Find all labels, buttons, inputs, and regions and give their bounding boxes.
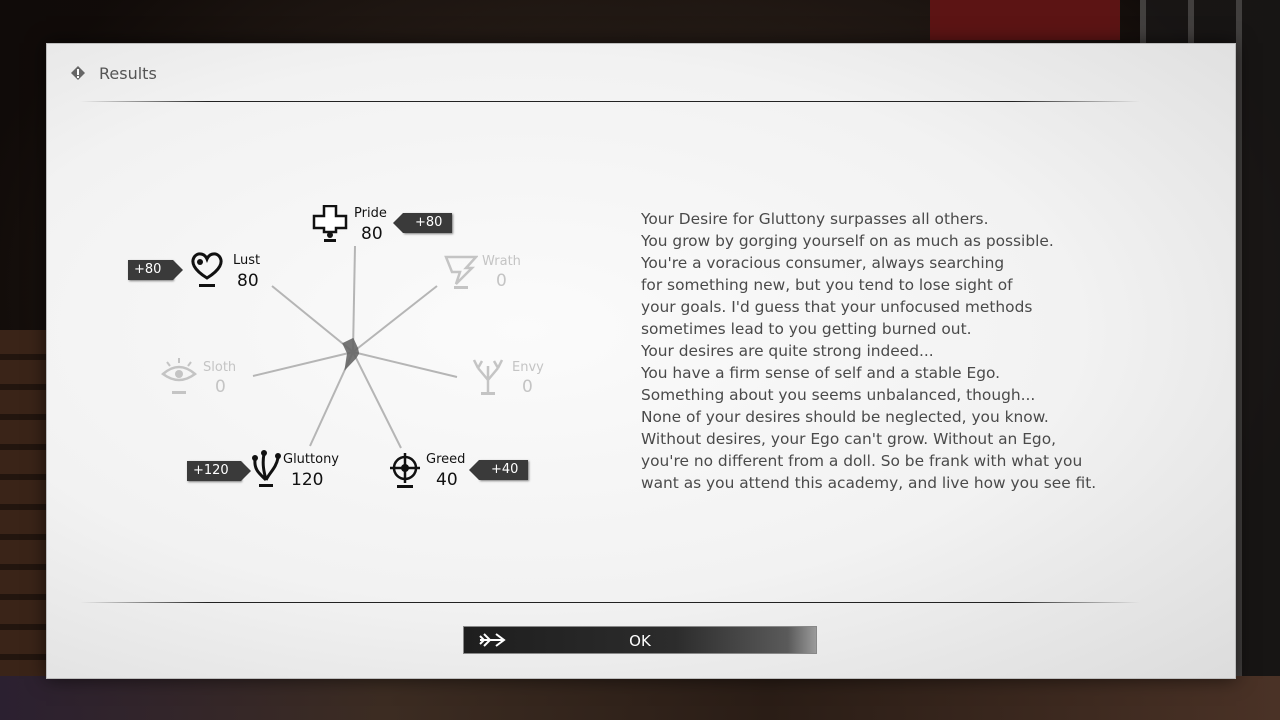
background-floor [0, 676, 1280, 720]
ok-button[interactable] [463, 626, 817, 654]
diamond-marker-icon [70, 65, 86, 81]
description-line: Something about you seems unbalanced, though... [641, 386, 1036, 404]
description-line: Your Desire for Gluttony surpasses all others. [641, 210, 989, 228]
description-line: Without desires, your Ego can't grow. Without an Ego, [641, 430, 1056, 448]
stat-name: Pride [354, 206, 387, 221]
stat-name: Envy [512, 360, 544, 375]
header-divider [80, 101, 1140, 102]
description-line: None of your desires should be neglected, you know. [641, 408, 1049, 426]
stat-badge-lust: +80 [128, 260, 173, 280]
stat-value: 0 [215, 377, 226, 397]
dialog-title: Results [99, 63, 157, 83]
stat-value: 0 [522, 377, 533, 397]
stat-value: 120 [291, 470, 324, 490]
background-bookshelf [0, 330, 48, 720]
stat-badge-gluttony: +120 [187, 461, 241, 481]
stat-value: 0 [496, 271, 507, 291]
dialog-header [70, 60, 157, 86]
description-line: for something new, but you tend to lose sight of [641, 276, 1013, 294]
description-line: want as you attend this academy, and live how you see fit. [641, 474, 1097, 492]
description-line: Your desires are quite strong indeed... [641, 342, 934, 360]
stat-name: Lust [233, 253, 261, 268]
ok-button-label: OK [629, 632, 651, 650]
description-line: sometimes lead to you getting burned out. [641, 320, 972, 338]
description-line: You have a firm sense of self and a stable Ego. [641, 364, 1001, 382]
result-description [641, 208, 1141, 494]
stat-name: Sloth [203, 360, 237, 375]
description-line: your goals. I'd guess that your unfocused methods [641, 298, 1033, 316]
footer-divider [80, 602, 1140, 603]
greed-icon [386, 450, 424, 496]
stat-value: 40 [436, 470, 458, 490]
envy-icon [470, 358, 506, 402]
description-line: You grow by gorging yourself on as much as possible. [641, 232, 1054, 250]
stat-name: Gluttony [283, 452, 340, 467]
lust-heart-icon [188, 250, 226, 296]
stat-badge-greed: +40 [479, 460, 528, 480]
stat-value: 80 [237, 271, 259, 291]
stat-name: Wrath [482, 254, 521, 269]
description-line: You're a voracious consumer, always searching [641, 254, 1005, 272]
stat-value: 80 [361, 224, 383, 244]
background-curtain [930, 0, 1120, 40]
sloth-eye-icon [161, 358, 197, 402]
pride-cross-icon [312, 205, 348, 249]
wrath-icon [444, 254, 478, 296]
description-line: you're no different from a doll. So be frank with what you [641, 452, 1083, 470]
gluttony-icon [250, 450, 282, 496]
stat-badge-pride: +80 [403, 213, 452, 233]
stat-name: Greed [426, 452, 466, 467]
